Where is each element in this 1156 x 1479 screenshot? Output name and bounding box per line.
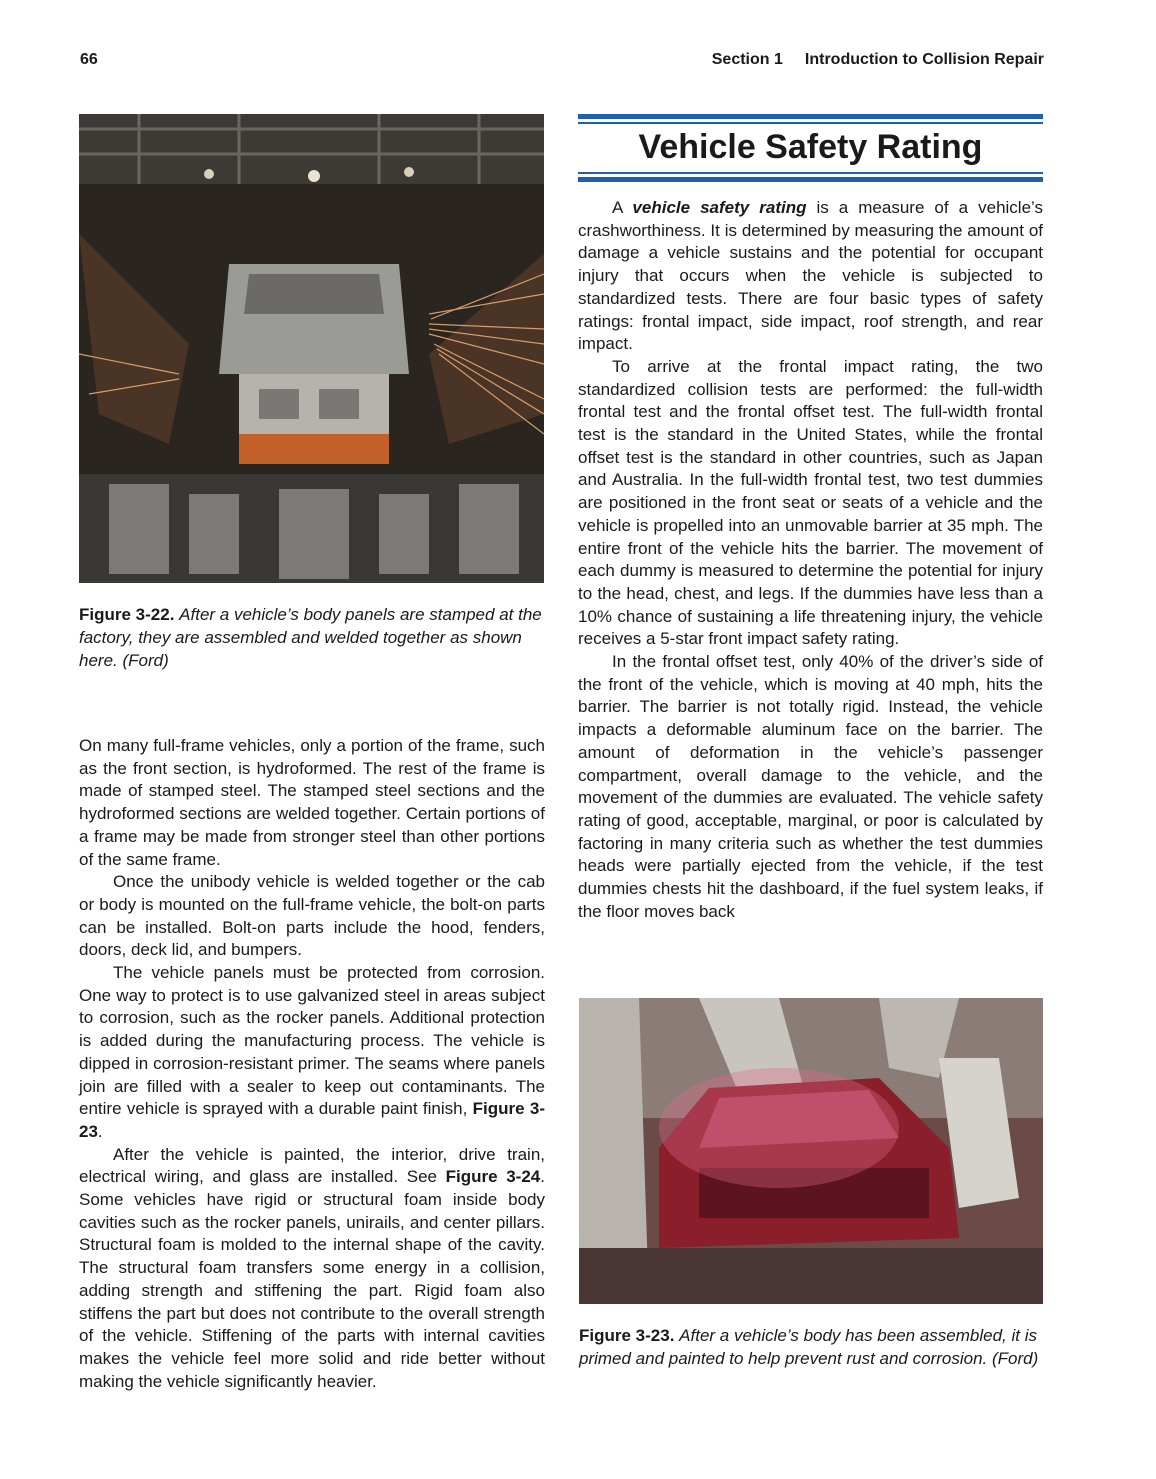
heading-rule (578, 172, 1043, 174)
figure-3-22-photo (79, 114, 544, 583)
paragraph: On many full-frame vehicles, only a portion of the frame, such as the front section, is hydroformed. The rest of the frame is made of stamped steel. The stamped steel sections and the hydroformed sections are welded together. Certain portions of a frame may be made from stronger steel than other portions of the same frame. (79, 736, 545, 869)
paragraph-text: After the vehicle is painted, the interior, drive train, electrical wiring, and glass are installed. See (79, 1144, 545, 1187)
figure-3-23-caption (579, 1324, 1049, 1370)
heading-rule (578, 114, 1043, 119)
figure-3-23-text: After a vehicle’s body has been assembled, it is primed and painted to help prevent rust and corrosion. (Ford) (579, 1326, 1039, 1368)
section-title: Introduction to Collision Repair (804, 51, 1044, 68)
paragraph-text: A (612, 198, 633, 217)
right-column (578, 197, 1043, 924)
heading-rule (578, 177, 1043, 182)
paragraph-text: is a measure of a vehicle’s crashworthiness. It is determined by measuring the amount of damage a vehicle sustains and the potential for occupant injury that occurs when the vehicle is subjected to standardized tests. There are four basic types of safety ratings: frontal impact, side impact, roof strength, and rear impact. (578, 198, 1043, 354)
figure-reference: Figure 3-24 (445, 1167, 541, 1187)
figure-3-23-label: Figure 3-23. (579, 1326, 675, 1345)
paragraph (578, 197, 1043, 356)
figure-3-22-text: After a vehicle’s body panels are stamped at the factory, they are assembled and welded together as shown here. (Ford) (79, 605, 542, 670)
key-term: vehicle safety rating (632, 198, 807, 217)
page-number: 66 (80, 51, 98, 68)
paragraph-text: The vehicle panels must be protected from corrosion. One way to protect is to use galvanized steel in areas subject to corrosion, such as the rocker panels. Additional protection is added during the manufacturing process. The vehicle is dipped in corrosion-resistant primer. The seams where panels join are filled with a sealer to keep out contaminants. The entire vehicle is sprayed with a durable paint finish, (79, 963, 545, 1119)
figure-reference: Figure 3-23 (79, 1099, 545, 1141)
paragraph-text: . Some vehicles have rigid or structural foam inside body cavities such as the rocker panels, unirails, and center pillars. Structural foam is molded to the internal shape of the cavity. The structural foam transfers some energy in a collision, adding strength and stiffening the part. Rigid foam also stiffens the part but does not contribute to the overall strength of the vehicle. Stiffening of the parts with internal cavities makes the vehicle feel more solid and ride better without making the vehicle significantly heavier. (79, 1167, 545, 1391)
figure-3-22-caption (79, 603, 545, 672)
paragraph-text: . (97, 1121, 103, 1141)
paragraph: To arrive at the frontal impact rating, the two standardized collision tests are performed: the full-width frontal test and the frontal offset test. The full-width frontal test is the standard in the United States, while the frontal offset test is the standard in other countries, such as Japan and Australia. In the full-width frontal test, two test dummies are positioned in the front seat or seats of a vehicle and the vehicle is propelled into an unmovable barrier at 35 mph. The entire front of the vehicle hits the barrier. The movement of each dummy is measured to determine the potential for injury to the head, chest, and legs. If the dummies have less than a 10% chance of sustaining a life threatening injury, the vehicle receives a 5-star front impact safety rating. (578, 356, 1043, 649)
section-label: Section 1 (711, 51, 783, 68)
paragraph (79, 962, 545, 1144)
section-heading: Vehicle Safety Rating (638, 128, 983, 166)
paragraph: In the frontal offset test, only 40% of the driver’s side of the front of the vehicle, which is moving at 40 mph, hits the barrier. The barrier is not totally rigid. Instead, the vehicle impacts a deformable aluminum face on the barrier. The amount of deformation in the vehicle’s passenger compartment, overall damage to the vehicle, and the movement of the dummies are evaluated. The vehicle safety rating of good, acceptable, marginal, or poor is calculated by factoring in many criteria such as whether the test dummies heads were partially ejected from the vehicle, if the test dummies chests hit the dashboard, if the fuel system leaks, if the floor moves back (578, 652, 1043, 921)
figure-3-23-photo (579, 998, 1043, 1304)
paragraph (79, 1144, 545, 1394)
figure-3-22-label: Figure 3-22. (79, 605, 175, 624)
paragraph: Once the unibody vehicle is welded together or the cab or body is mounted on the full-frame vehicle, the bolt-on parts can be installed. Bolt-on parts include the hood, fenders, doors, deck lid, and bumpers. (79, 872, 545, 960)
left-column (79, 735, 545, 1393)
running-head (712, 51, 1044, 69)
